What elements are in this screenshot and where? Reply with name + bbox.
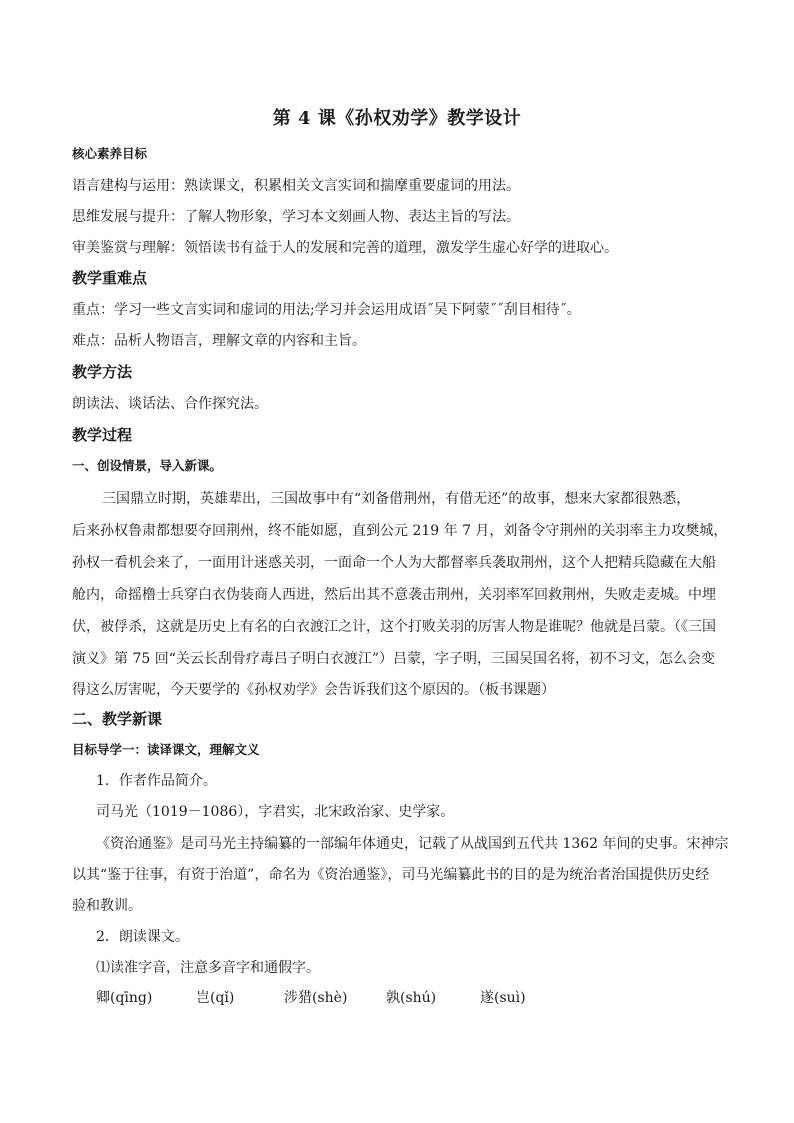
core-goal-item: 语言建构与运用：熟读课文，积累相关文言实词和揣摩重要虚词的用法。 <box>72 178 520 194</box>
key-point-item: 重点：学习一些文言实词和虚词的用法;学习并会运用成语˝吴下阿蒙˝˝刮目相待˝。 <box>72 302 581 318</box>
zizhi-paragraph-line: 《资治通鉴》是司马光主持编纂的一部编年体通史，记载了从战国到五代共 1362 年间的史事。宋神宗 <box>96 836 729 852</box>
goal1-heading: 目标导学一：读译课文，理解文义 <box>72 742 260 757</box>
core-goals-heading: 核心素养目标 <box>72 146 148 161</box>
section1-paragraph-line: 演义》第 75 回“关云长刮骨疗毒吕子明白衣渡江”）吕蒙，字子明，三国吴国名将，初不习文，怎么会变 <box>72 651 716 667</box>
section1-paragraph-line: 舱内，命摇橹士兵穿白衣伪装商人西进，然后出其不意袭击荆州，关羽率军回救荆州，失败走麦城。中埋 <box>72 587 716 603</box>
list-item: 1．作者作品简介。 <box>96 773 217 789</box>
section1-paragraph-line: 孙权一看机会来了，一面用计迷惑关羽，一面命一个人为大都督率兵袭取荆州，这个人把精兵隐藏在大船 <box>72 555 716 571</box>
section1-paragraph-line: 得这么厉害呢，今天要学的《孙权劝学》会告诉我们这个原因的。（板书课题） <box>72 682 555 698</box>
process-heading: 教学过程 <box>72 426 133 444</box>
author-line: 司马光（1019－1086），字君实，北宋政治家、史学家。 <box>96 804 455 820</box>
section1-heading: 一、创设情景，导入新课。 <box>72 458 223 473</box>
zizhi-paragraph-line: 以其“鉴于往事，有资于治道”，命名为《资治通鉴》，司马光编纂此书的目的是为统治者治国提供历史经 <box>72 867 710 883</box>
method-text: 朗读法、谈话法、合作探究法。 <box>72 396 268 412</box>
pinyin-row <box>96 988 696 1008</box>
pinyin-entry: 岂(qǐ) <box>196 990 235 1006</box>
sub-item: ⑴读准字音，注意多音字和通假字。 <box>96 960 320 976</box>
key-point-item: 难点：品析人物语言，理解文章的内容和主旨。 <box>72 333 366 349</box>
zizhi-paragraph-line: 验和教训。 <box>72 898 142 914</box>
section1-paragraph-line: 后来孙权鲁肃都想要夺回荆州，终不能如愿，直到公元 219 年 7 月，刘备令守荆州的关羽率主力攻樊城， <box>72 523 728 539</box>
section1-paragraph-line: 伏，被俘杀，这就是历史上有名的白衣渡江之计，这个打败关羽的厉害人物是谁呢？他就是吕蒙。（《三国 <box>72 619 716 635</box>
pinyin-entry: 涉猎(shè) <box>284 990 348 1006</box>
pinyin-entry: 孰(shú) <box>386 990 437 1006</box>
pinyin-entry: 遂(suì) <box>480 990 526 1006</box>
section2-heading: 二、教学新课 <box>72 710 163 728</box>
pinyin-entry: 卿(qīng) <box>96 990 153 1006</box>
method-heading: 教学方法 <box>72 363 133 381</box>
list-item: 2．朗读课文。 <box>96 929 189 945</box>
core-goal-item: 审美鉴赏与理解：领悟读书有益于人的发展和完善的道理，激发学生虚心好学的进取心。 <box>72 240 618 256</box>
key-points-heading: 教学重难点 <box>72 269 148 287</box>
core-goal-item: 思维发展与提升：了解人物形象，学习本文刻画人物、表达主旨的写法。 <box>72 209 520 225</box>
section1-paragraph-line: 三国鼎立时期，英雄辈出，三国故事中有“刘备借荆州，有借无还”的故事，想来大家都很熟悉， <box>102 491 691 507</box>
page-title: 第 4 课《孙权劝学》教学设计 <box>272 108 522 129</box>
